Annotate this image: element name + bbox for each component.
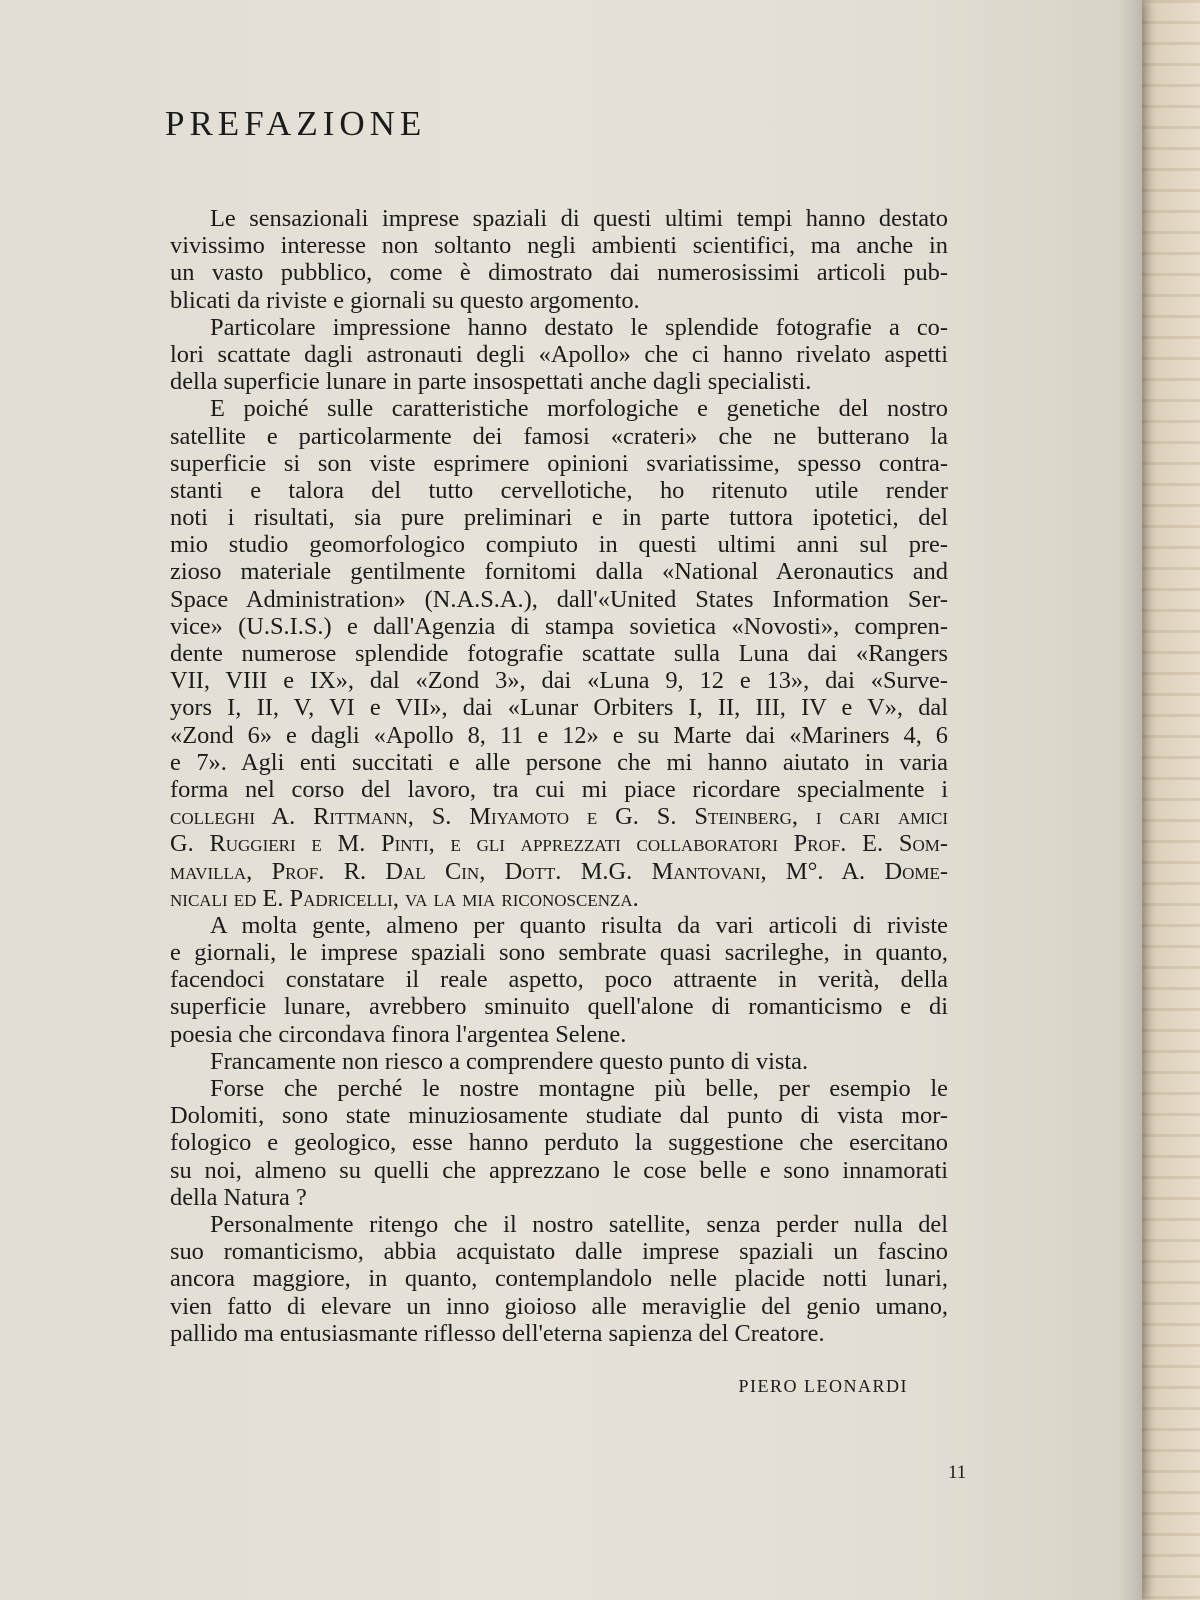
text-line: dente numerose splendide fotografie scattate sulla Luna dai «Rangers [170, 640, 948, 667]
text-line: mavilla, Prof. R. Dal Cin, Dott. M.G. Mantovani, M°. A. Dome- [170, 857, 948, 885]
text-line: A molta gente, almeno per quanto risulta da vari articoli di riviste [210, 911, 948, 939]
text-line: suo romanticismo, abbia acquistato dalle imprese spaziali un fascino [170, 1238, 948, 1266]
text-line: lori scattate dagli astronauti degli «Apollo» che ci hanno rivelato aspetti [170, 340, 948, 368]
text-line: Space Administration» (N.A.S.A.), dall'«United States Information Ser- [170, 585, 948, 613]
text-line: noti i risultati, sia pure preliminari e in parte tuttora ipotetici, del [170, 504, 948, 532]
text-line: fologico e geologico, esse hanno perduto la suggestione che esercitano [170, 1129, 948, 1157]
text-line: pallido ma entusiasmante riflesso dell'eterna sapienza del Creatore. [170, 1319, 825, 1347]
page-number: 11 [948, 1462, 967, 1483]
text-line: della superficie lunare in parte insospettati anche dagli specialisti. [170, 368, 812, 396]
text-line: vivissimo interesse non soltanto negli ambienti scientifici, ma anche in [170, 232, 948, 260]
text-line: Dolomiti, sono state minuziosamente studiate dal punto di vista mor- [170, 1102, 948, 1130]
text-line: poesia che circondava finora l'argentea Selene. [170, 1020, 627, 1048]
text-line: Particolare impressione hanno destato le splendide fotografie a co- [210, 313, 948, 341]
text-line: superficie si son viste esprimere opinioni svariatissime, spesso contra- [170, 449, 948, 477]
text-line: Personalmente ritengo che il nostro satellite, senza perder nulla del [210, 1210, 948, 1238]
text-line: e 7». Agli enti succitati e alle persone che mi hanno aiutato in varia [170, 748, 948, 776]
text-line: un vasto pubblico, come è dimostrato dai numerosissimi articoli pub- [170, 259, 948, 287]
text-line: nicali ed E. Padricelli, va la mia riconoscenza. [170, 884, 639, 912]
text-line: yors I, II, V, VI e VII», dai «Lunar Orbiters I, II, III, IV e V», dal [170, 694, 948, 722]
text-line: ancora maggiore, in quanto, contemplandolo nelle placide notti lunari, [170, 1265, 948, 1293]
text-line: forma nel corso del lavoro, tra cui mi piace ricordare specialmente i [170, 775, 948, 803]
text-line: facendoci constatare il reale aspetto, poco attraente in verità, della [170, 966, 948, 994]
author-signature: PIERO LEONARDI [738, 1376, 908, 1396]
text-line: mio studio geomorfologico compiuto in questi ultimi anni sul pre- [170, 531, 948, 559]
text-line: e giornali, le imprese spaziali sono sembrate quasi sacrileghe, in quanto, [170, 939, 948, 967]
text-line: satellite e particolarmente dei famosi «crateri» che ne butterano la [170, 422, 948, 450]
text-line: della Natura ? [170, 1183, 307, 1211]
text-line: su noi, almeno su quelli che apprezzano le cose belle e sono innamorati [170, 1156, 948, 1184]
text-line: E poiché sulle caratteristiche morfologiche e genetiche del nostro [210, 395, 948, 423]
text-line: colleghi A. Rittmann, S. Miyamoto e G. S. Steinberg, i cari amici [170, 803, 948, 831]
text-line: «Zond 6» e dagli «Apollo 8, 11 e 12» e su Marte dai «Mariners 4, 6 [170, 721, 948, 749]
text-line: Francamente non riesco a comprendere questo punto di vista. [210, 1047, 809, 1075]
text-line: Forse che perché le nostre montagne più belle, per esempio le [210, 1075, 948, 1102]
page-title: PREFAZIONE [165, 104, 427, 143]
preface-body-text [170, 205, 948, 1347]
text-line: Le sensazionali imprese spaziali di questi ultimi tempi hanno destato [210, 205, 948, 232]
text-line: superficie lunare, avrebbero sminuito quell'alone di romanticismo e di [170, 993, 948, 1021]
text-line: zioso materiale gentilmente fornitomi dalla «National Aeronautics and [170, 558, 948, 586]
text-line: vien fatto di elevare un inno gioioso alle meraviglie del genio umano, [170, 1292, 948, 1320]
text-line: VII, VIII e IX», dal «Zond 3», dai «Luna 9, 12 e 13», dai «Surve- [170, 667, 948, 695]
text-line: G. Ruggieri e M. Pinti, e gli apprezzati collaboratori Prof. E. Som- [170, 830, 948, 858]
text-line: stanti e talora del tutto cervellotiche, ho ritenuto utile render [170, 476, 948, 504]
text-line: blicati da riviste e giornali su questo argomento. [170, 286, 640, 314]
page-edge-shadow [1118, 0, 1142, 1600]
text-line: vice» (U.S.I.S.) e dall'Agenzia di stampa sovietica «Novosti», compren- [170, 612, 948, 640]
